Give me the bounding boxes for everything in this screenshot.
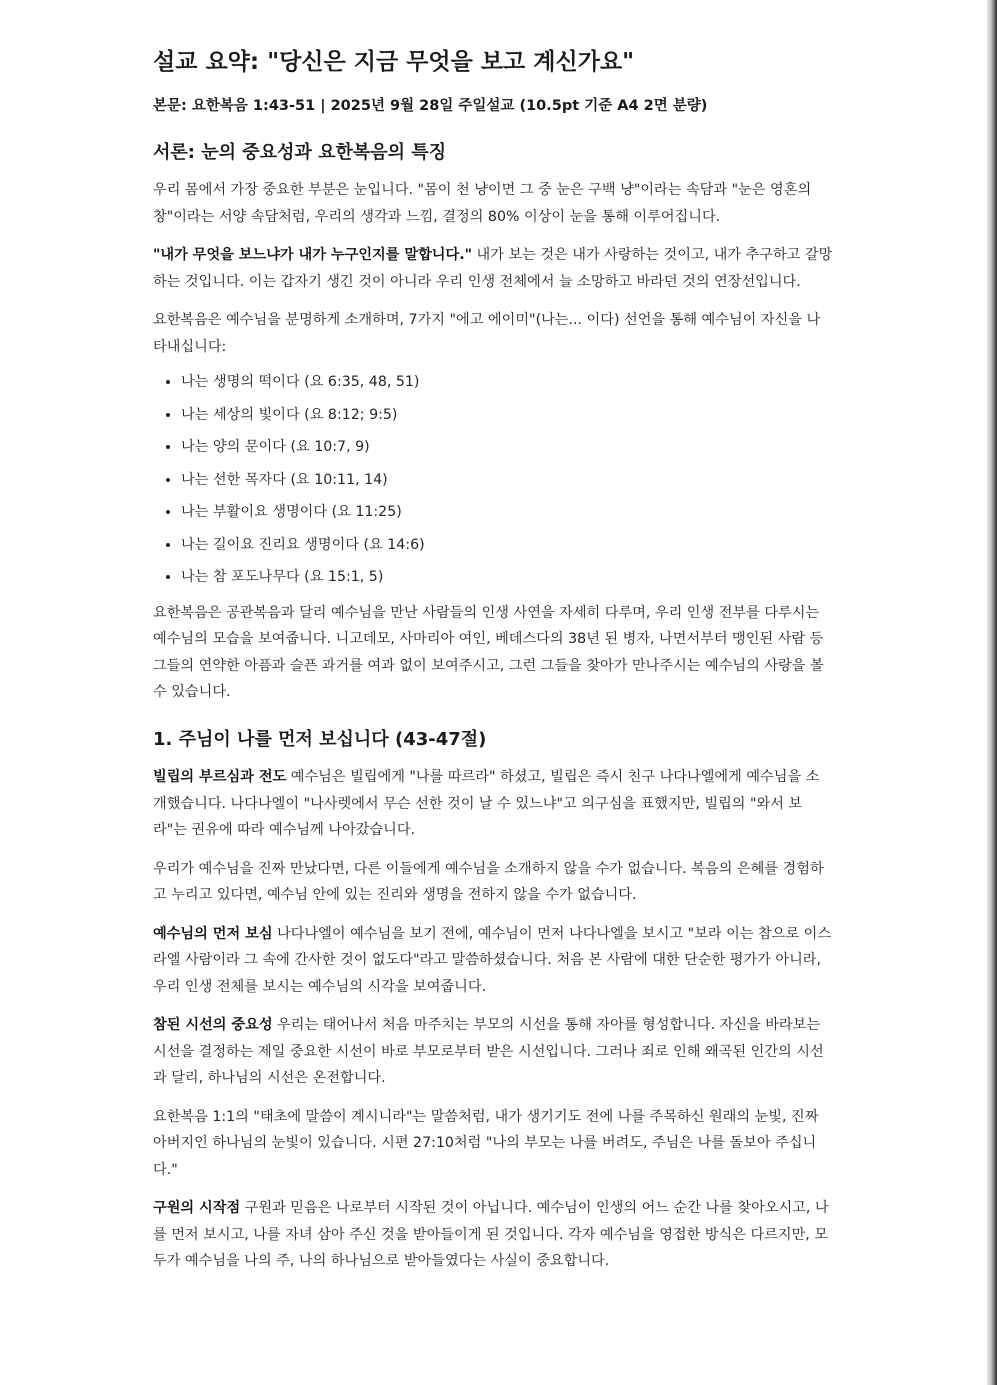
paragraph-text: 우리는 태어나서 처음 마주치는 부모의 시선을 통해 자아를 형성합니다. 자신을 바라보는 시선을 결정하는 제일 중요한 시선이 바로 부모로부터 받은 시선입니다. 그러나 죄로 인해 왜곡된 인간의 시선과 달리, 하나님의 시선은 온전합니다.: [153, 1017, 824, 1087]
paragraph-s1-5: 요한복음 1:1의 "태초에 말씀이 계시니라"는 말씀처럼, 내가 생기기도 전에 나를 주목하신 원래의 눈빛, 진짜 아버지인 하나님의 눈빛이 있습니다. 시편 27:10처럼 "나의 부모는 나를 버려도, 주님은 나를 돌보아 주십니다.": [153, 1108, 819, 1178]
bold-lead: 구원의 시작점: [153, 1200, 241, 1217]
page-title: 설교 요약: "당신은 지금 무엇을 보고 계신가요": [153, 49, 635, 75]
paragraph-intro-3: 요한복음은 예수님을 분명하게 소개하며, 7가지 "에고 에이미"(나는... 이다) 선언을 통해 예수님이 자신을 나타내십니다:: [153, 312, 821, 355]
paragraph-s1-2: 우리가 예수님을 진짜 만났다면, 다른 이들에게 예수님을 소개하지 않을 수가 없습니다. 복음의 은혜를 경험하고 누리고 있다면, 예수님 안에 있는 진리와 생명을 전하지 않을 수가 없습니다.: [153, 860, 824, 904]
window-edge: [987, 0, 997, 1385]
ego-eimi-list: [153, 372, 833, 587]
paragraph-text: 나다나엘이 예수님을 보기 전에, 예수님이 먼저 나다나엘을 보시고 "보라 이는 참으로 이스라엘 사람이라 그 속에 간사한 것이 없도다"라고 말씀하셨습니다. 처음 본 사람에 대한 단순한 평가가 아니라, 우리 인생 전체를 보시는 예수님의 시각을 보여줍니다.: [153, 925, 832, 995]
bold-lead: "내가 무엇을 보느냐가 내가 누구인지를 말합니다.": [153, 247, 472, 264]
paragraph-intro-2: [153, 242, 833, 295]
paragraph-intro-1: 우리 몸에서 가장 중요한 부분은 눈입니다. "몸이 천 냥이면 그 중 눈은 구백 냥"이라는 속담과 "눈은 영혼의 창"이라는 서양 속담처럼, 우리의 생각과 느낌, 결정의 80% 이상이 눈을 통해 이루어집니다.: [153, 182, 812, 225]
document-content: [153, 48, 833, 1287]
list-item: • 나는 세상의 빛이다 (요 8:12; 9:5): [181, 405, 833, 425]
section-heading-1: 1. 주님이 나를 먼저 보십니다 (43-47절): [153, 728, 487, 750]
paragraph-s1-6: [153, 1195, 833, 1275]
list-item: • 나는 생명의 떡이다 (요 6:35, 48, 51): [181, 372, 833, 392]
list-item: • 나는 부활이요 생명이다 (요 11:25): [181, 502, 833, 522]
section-heading-intro: 서론: 눈의 중요성과 요한복음의 특징: [153, 142, 447, 164]
paragraph-text: 예수님은 빌립에게 "나를 따르라" 하셨고, 빌립은 즉시 친구 나다나엘에게 예수님을 소개했습니다. 나다나엘이 "나사렛에서 무슨 선한 것이 날 수 있느냐"고 의구심을 표했지만, 빌립의 "와서 보라"는 권유에 따라 예수님께 나아갔습니다.: [153, 769, 820, 839]
list-item: • 나는 길이요 진리요 생명이다 (요 14:6): [181, 535, 833, 555]
paragraph-s1-4: [153, 1012, 833, 1092]
paragraph-text: 구원과 믿음은 나로부터 시작된 것이 아닙니다. 예수님이 인생의 어느 순간 나를 찾아오시고, 나를 먼저 보시고, 나를 자녀 삼아 주신 것을 받아들이게 된 것입니다. 각자 예수님을 영접한 방식은 다르지만, 모두가 예수님을 나의 주, 나의 하나님으로 받아들였다는 사실이 중요합니다.: [153, 1200, 829, 1270]
list-item: • 나는 선한 목자다 (요 10:11, 14): [181, 470, 833, 490]
bold-lead: 예수님의 먼저 보심: [153, 925, 273, 942]
paragraph-text: 내가 보는 것은 내가 사랑하는 것이고, 내가 추구하고 갈망하는 것입니다. 이는 갑자기 생긴 것이 아니라 우리 인생 전체에서 늘 소망하고 바라던 것의 연장선입니다.: [153, 247, 833, 290]
page-subtitle: 본문: 요한복음 1:43-51 | 2025년 9월 28일 주일설교 (10.5pt 기준 A4 2면 분량): [153, 97, 708, 114]
paragraph-s1-1: [153, 764, 833, 844]
bold-lead: 빌립의 부르심과 전도: [153, 769, 287, 786]
paragraph-intro-4: 요한복음은 공관복음과 달리 예수님을 만난 사람들의 인생 사연을 자세히 다루며, 우리 인생 전부를 다루시는 예수님의 모습을 보여줍니다. 니고데모, 사마리아 여인, 베데스다의 38년 된 병자, 나면서부터 맹인된 사람 등 그들의 연약한 아픔과 슬픈 과거를 여과 없이 보여주시고, 그런 그들을 찾아가 만나주시는 예수님의 사랑을 볼 수 있습니다.: [153, 604, 824, 701]
list-item: • 나는 양의 문이다 (요 10:7, 9): [181, 437, 833, 457]
paragraph-s1-3: [153, 921, 833, 1001]
bold-lead: 참된 시선의 중요성: [153, 1017, 273, 1034]
list-item: • 나는 참 포도나무다 (요 15:1, 5): [181, 567, 833, 587]
